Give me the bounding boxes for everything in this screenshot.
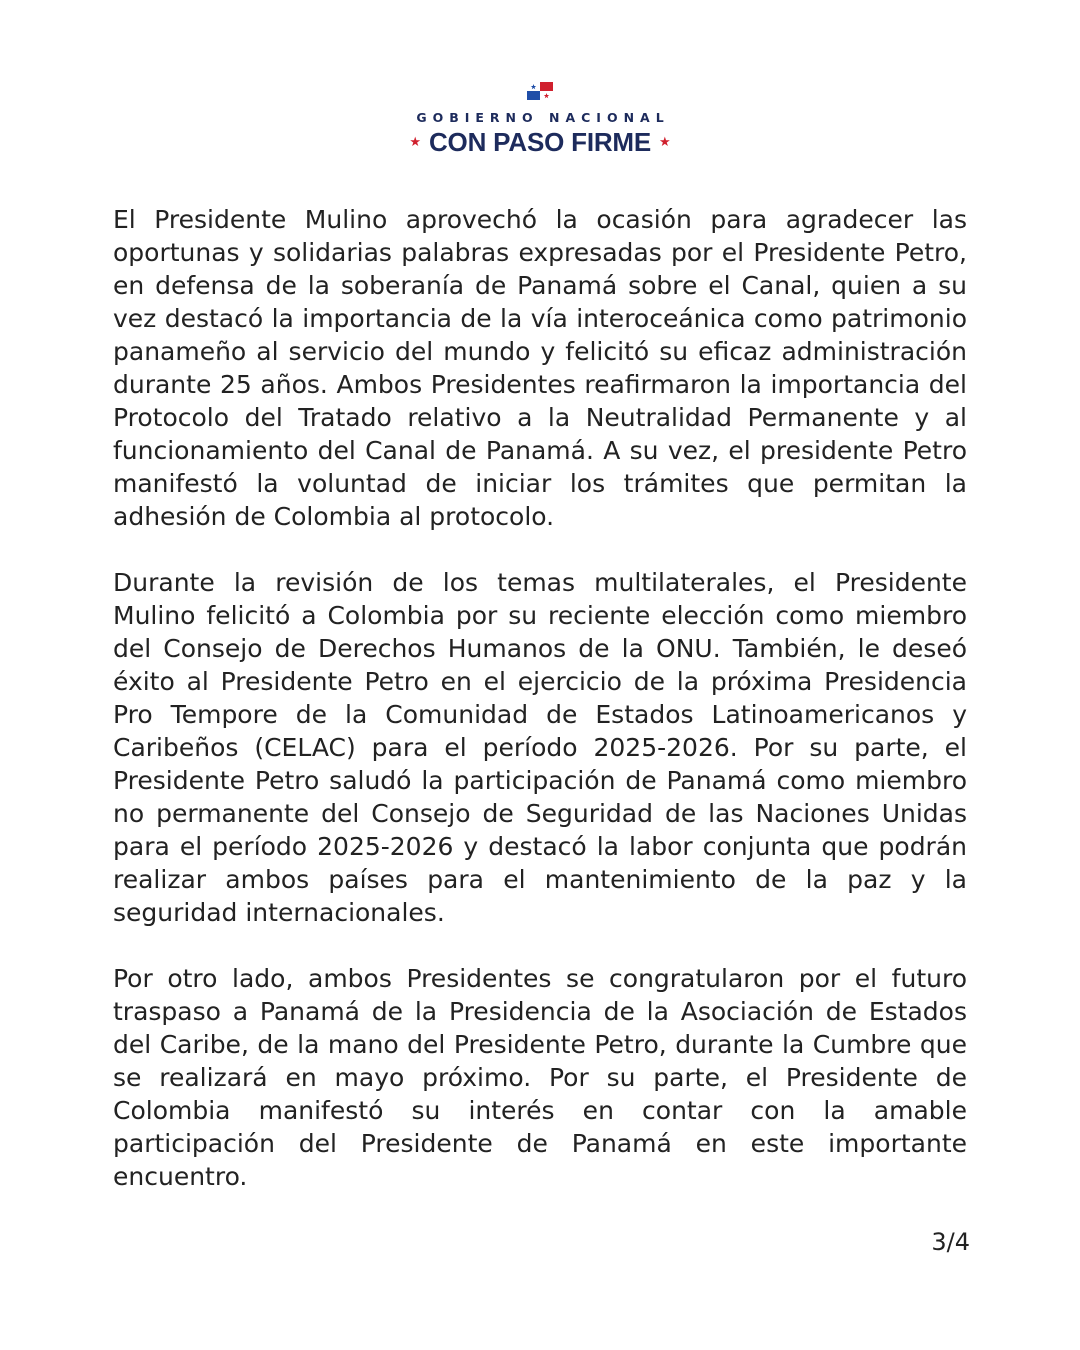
panama-flag-icon [525,80,555,102]
government-header [0,80,1080,158]
star-icon: ★ [409,135,421,150]
motto-line [0,127,1080,158]
org-name: GOBIERNO NACIONAL [416,110,670,125]
page-number: 3/4 [931,1228,970,1256]
paragraph: Por otro lado, ambos Presidentes se congratularon por el futuro traspaso a Panamá de la Presidencia de la Asociación de Estados del Caribe, de la mano del Presidente Petro, durante la Cumbre que se realizará en mayo próximo. Por su parte, el Presidente de Colombia manifestó su interés en contar con la amable participación del Presidente de Panamá en este importante encuentro. [113,964,967,1191]
star-icon: ★ [659,135,671,150]
paragraph: Durante la revisión de los temas multilaterales, el Presidente Mulino felicitó a Colombia por su reciente elección como miembro del Consejo de Derechos Humanos de la ONU. También, le deseó éxito al Presidente Petro en el ejercicio de la próxima Presidencia Pro Tempore de la Comunidad de Estados Latinoamericanos y Caribeños (CELAC) para el período 2025-2026. Por su parte, el Presidente Petro saludó la participación de Panamá como miembro no permanente del Consejo de Seguridad de las Naciones Unidas para el período 2025-2026 y destacó la labor conjunta que podrán realizar ambos países para el mantenimiento de la paz y la seguridad internacionales. [113,568,967,927]
motto: CON PASO FIRME [428,127,652,157]
document-body [113,203,967,1226]
paragraph: El Presidente Mulino aprovechó la ocasión para agradecer las oportunas y solidarias palabras expresadas por el Presidente Petro, en defensa de la soberanía de Panamá sobre el Canal, quien a su vez destacó la importancia de la vía interoceánica como patrimonio panameño al servicio del mundo y felicitó su eficaz administración durante 25 años. Ambos Presidentes reafirmaron la importancia del Protocolo del Tratado relativo a la Neutralidad Permanente y al funcionamiento del Canal de Panamá. A su vez, el presidente Petro manifestó la voluntad de iniciar los trámites que permitan la adhesión de Colombia al protocolo. [113,205,967,531]
